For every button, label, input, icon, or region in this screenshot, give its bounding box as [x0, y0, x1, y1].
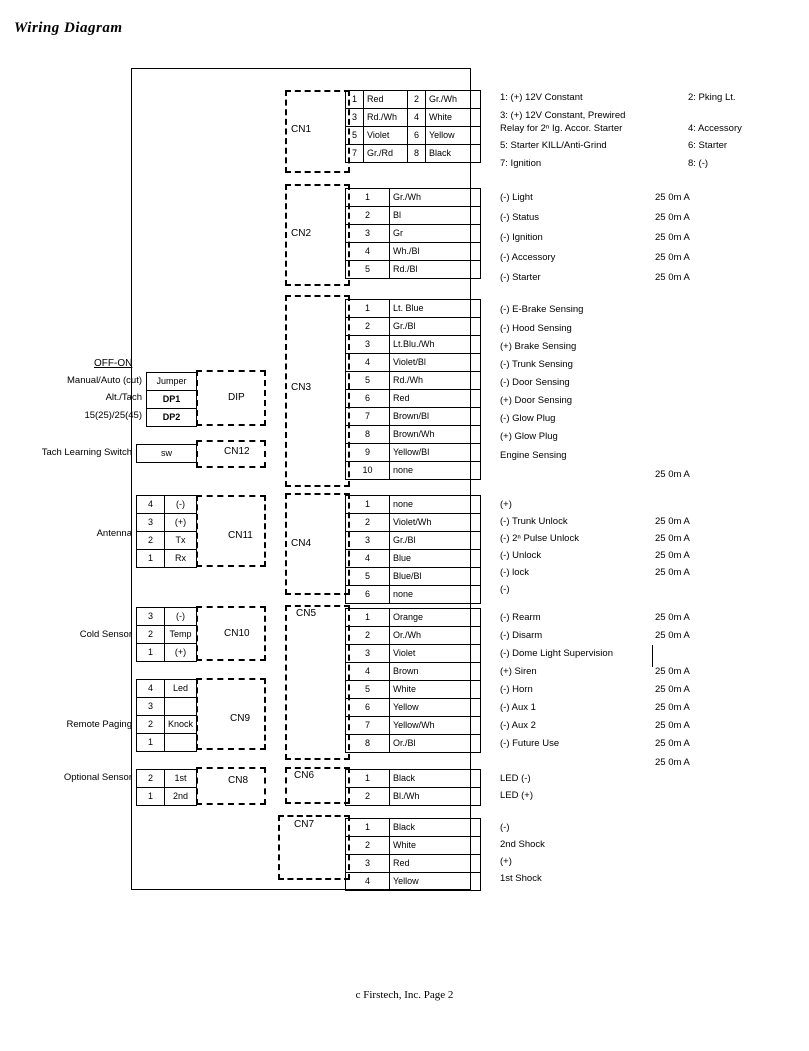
- cn4-function-1: (+): [500, 499, 512, 510]
- pin-wire: Gr./Wh: [426, 91, 481, 109]
- pin-number: 7: [346, 717, 390, 735]
- pin-number: 10: [346, 462, 390, 480]
- pin-wire: White: [426, 109, 481, 127]
- table-row: [346, 189, 481, 207]
- cn6-pin-table: [345, 769, 481, 806]
- pin-number: 4: [346, 354, 390, 372]
- cn2-function-1: (-) Light: [500, 192, 533, 203]
- cn4-function-4: (-) Unlock: [500, 550, 542, 561]
- pin-number: 3: [137, 608, 165, 626]
- cn5-function-3: (-) Dome Light Supervision: [500, 648, 613, 659]
- cn5-amp-8: 25 0m A: [655, 738, 690, 749]
- pin-number: 4: [137, 496, 165, 514]
- page-title: Wiring Diagram: [14, 20, 123, 36]
- dip-row-label-alt-tach: Alt./Tach: [105, 392, 142, 403]
- antenna-label: Antenna: [96, 528, 132, 539]
- pin-desc: Knock: [165, 716, 197, 734]
- pin-wire: Yellow/Bl: [390, 444, 481, 462]
- pin-wire: Red: [390, 855, 481, 873]
- pin-number: 7: [346, 145, 364, 163]
- pin-number: 8: [346, 426, 390, 444]
- pin-wire: Red: [364, 91, 408, 109]
- cn9-label: CN9: [230, 713, 251, 724]
- table-row: [346, 91, 481, 109]
- cn12-label: CN12: [224, 446, 250, 457]
- table-row: [346, 426, 481, 444]
- pin-number: 1: [346, 770, 390, 788]
- pin-desc: (-): [165, 496, 197, 514]
- cn7-function-4: 1st Shock: [500, 873, 542, 884]
- pin-wire: White: [390, 837, 481, 855]
- cn2-amp-4: 25 0m A: [655, 252, 690, 263]
- cn10-label: CN10: [224, 628, 250, 639]
- pin-wire: Yellow/Wh: [390, 717, 481, 735]
- table-row: [346, 627, 481, 645]
- pin-desc: Temp: [165, 626, 197, 644]
- tach-switch-cell[interactable]: sw: [137, 445, 197, 463]
- dip-box-label: DIP: [228, 392, 245, 403]
- pin-number: 5: [346, 127, 364, 145]
- pin-number: 5: [346, 568, 390, 586]
- dip-table: [146, 372, 197, 427]
- pin-desc: Tx: [165, 532, 197, 550]
- cn3-pin-table: [345, 299, 481, 480]
- cn1-function-6: 6: Starter: [688, 140, 728, 151]
- pin-number: 1: [346, 609, 390, 627]
- cn4-function-2: (-) Trunk Unlock: [500, 516, 568, 527]
- cn8-label: CN8: [228, 775, 249, 786]
- table-row: [137, 608, 197, 626]
- cn3-function-1: (-) E-Brake Sensing: [500, 304, 584, 315]
- table-row: [346, 645, 481, 663]
- pin-wire: Or./Wh: [390, 627, 481, 645]
- pin-number: 2: [346, 318, 390, 336]
- pin-number: 1: [346, 300, 390, 318]
- table-row: [137, 496, 197, 514]
- table-row: [346, 855, 481, 873]
- pin-number: 3: [346, 225, 390, 243]
- pin-number: 1: [346, 189, 390, 207]
- table-row: [137, 550, 197, 568]
- table-row: [346, 586, 481, 604]
- table-row: [137, 716, 197, 734]
- cn5-amp-4: 25 0m A: [655, 666, 690, 677]
- cn4-amp-3: 25 0m A: [655, 533, 690, 544]
- pin-wire: Black: [426, 145, 481, 163]
- pin-number: 4: [346, 243, 390, 261]
- cn5-label: CN5: [296, 608, 317, 619]
- table-row: [137, 698, 197, 716]
- pin-number: 2: [346, 514, 390, 532]
- pin-desc: (+): [165, 644, 197, 662]
- table-row: [346, 699, 481, 717]
- tach-learning-switch-table: [136, 444, 197, 463]
- pin-number: 1: [346, 819, 390, 837]
- pin-wire: none: [390, 462, 481, 480]
- pin-number: 4: [137, 680, 165, 698]
- table-row: [346, 496, 481, 514]
- pin-number: 2: [408, 91, 426, 109]
- table-row: [147, 373, 197, 391]
- pin-number: 2: [137, 626, 165, 644]
- pin-desc: 1st: [165, 770, 197, 788]
- cn1-function-3: 3: (+) 12V Constant, Prewired: [500, 110, 626, 121]
- cn5-amp-5: 25 0m A: [655, 684, 690, 695]
- pin-wire: Yellow: [390, 699, 481, 717]
- table-row: [346, 300, 481, 318]
- pin-wire: Brown/Bl: [390, 408, 481, 426]
- cn2-label: CN2: [291, 228, 312, 239]
- pin-wire: Gr./Bl: [390, 318, 481, 336]
- table-row: [346, 145, 481, 163]
- cn3-amp-10: 25 0m A: [655, 469, 690, 480]
- pin-number: 5: [346, 681, 390, 699]
- pin-wire: Rd./Wh: [364, 109, 408, 127]
- pin-desc: Rx: [165, 550, 197, 568]
- table-row: [137, 514, 197, 532]
- pin-number: 7: [346, 408, 390, 426]
- table-row: [147, 391, 197, 409]
- pin-number: 3: [137, 514, 165, 532]
- cn2-amp-2: 25 0m A: [655, 212, 690, 223]
- pin-number: 4: [346, 873, 390, 891]
- cn4-amp-4: 25 0m A: [655, 550, 690, 561]
- tach-learning-switch-label: Tach Learning Switch: [41, 447, 132, 458]
- table-row: [346, 681, 481, 699]
- pin-number: 3: [346, 645, 390, 663]
- pin-number: 1: [346, 496, 390, 514]
- pin-number: 6: [346, 586, 390, 604]
- cn2-function-2: (-) Status: [500, 212, 540, 223]
- pin-number: 5: [346, 261, 390, 279]
- table-row: [137, 734, 197, 752]
- table-row: [346, 770, 481, 788]
- cn2-pin-table: [345, 188, 481, 279]
- pin-wire: Violet/Bl: [390, 354, 481, 372]
- pin-number: 8: [346, 735, 390, 753]
- pin-wire: Violet/Wh: [390, 514, 481, 532]
- cn5-amp-bracket: [652, 645, 653, 667]
- table-row: [346, 372, 481, 390]
- pin-wire: Lt.Blu./Wh: [390, 336, 481, 354]
- cn1-function-1: 1: (+) 12V Constant: [500, 92, 583, 103]
- cn7-pin-table: [345, 818, 481, 891]
- cn6-function-2: LED (+): [500, 790, 533, 801]
- pin-wire: Black: [390, 819, 481, 837]
- pin-number: 1: [346, 91, 364, 109]
- table-row: [137, 770, 197, 788]
- cold-sensor-label: Cold Sensor: [79, 629, 132, 640]
- pin-wire: Brown: [390, 663, 481, 681]
- table-row: [346, 873, 481, 891]
- table-row: [346, 408, 481, 426]
- cn3-function-3: (+) Brake Sensing: [500, 341, 577, 352]
- pin-wire: Gr./Rd: [364, 145, 408, 163]
- cn1-pin-table: [345, 90, 481, 163]
- cn5-function-4: (+) Siren: [500, 666, 537, 677]
- pin-number: 1: [137, 550, 165, 568]
- pin-number: 2: [346, 837, 390, 855]
- cn1-function-2: 2: Pking Lt.: [688, 92, 736, 103]
- table-row: [346, 717, 481, 735]
- pin-number: 2: [346, 788, 390, 806]
- pin-wire: Gr./Bl: [390, 532, 481, 550]
- pin-wire: Bl: [390, 207, 481, 225]
- cn3-function-6: (+) Door Sensing: [500, 395, 573, 406]
- table-row: [346, 568, 481, 586]
- cn5-amp-6: 25 0m A: [655, 702, 690, 713]
- cn2-function-3: (-) Ignition: [500, 232, 543, 243]
- dip2-cell: DP2: [147, 409, 197, 427]
- cn4-amp-2: 25 0m A: [655, 516, 690, 527]
- pin-desc: Led: [165, 680, 197, 698]
- table-row: [137, 445, 197, 463]
- pin-number: 2: [346, 207, 390, 225]
- pin-number: 4: [408, 109, 426, 127]
- cn1-function-8: 8: (-): [688, 158, 709, 169]
- pin-number: 9: [346, 444, 390, 462]
- pin-wire: Orange: [390, 609, 481, 627]
- table-row: [137, 680, 197, 698]
- table-row: [346, 243, 481, 261]
- table-row: [346, 225, 481, 243]
- table-row: [346, 261, 481, 279]
- cn2-amp-5: 25 0m A: [655, 272, 690, 283]
- pin-number: 2: [137, 770, 165, 788]
- table-row: [346, 336, 481, 354]
- dip-jumper-cell: Jumper: [147, 373, 197, 391]
- table-row: [346, 532, 481, 550]
- pin-number: 2: [137, 532, 165, 550]
- pin-wire: Blue: [390, 550, 481, 568]
- pin-wire: Black: [390, 770, 481, 788]
- cn3-function-5: (-) Door Sensing: [500, 377, 570, 388]
- pin-number: 1: [137, 644, 165, 662]
- cn5-dashed-box: [285, 605, 350, 760]
- pin-number: 2: [346, 627, 390, 645]
- dip-row-label-15-25: 15(25)/25(45): [84, 410, 142, 421]
- pin-number: 3: [346, 855, 390, 873]
- cn3-label: CN3: [291, 382, 312, 393]
- pin-number: 1: [137, 734, 165, 752]
- cn8-dashed-box: [196, 767, 266, 805]
- cold-sensor-table: [136, 607, 197, 662]
- pin-wire: none: [390, 586, 481, 604]
- pin-wire: Lt. Blue: [390, 300, 481, 318]
- cn5-amp-1: 25 0m A: [655, 612, 690, 623]
- pin-wire: Yellow: [426, 127, 481, 145]
- pin-wire: Violet: [390, 645, 481, 663]
- dip1-cell: DP1: [147, 391, 197, 409]
- cn5-function-2: (-) Disarm: [500, 630, 543, 641]
- table-row: [346, 788, 481, 806]
- cn7-function-3: (+): [500, 856, 512, 867]
- cn5-amp-9: 25 0m A: [655, 757, 690, 768]
- table-row: [346, 207, 481, 225]
- cn5-amp-2: 25 0m A: [655, 630, 690, 641]
- remote-paging-label: Remote Paging: [66, 719, 132, 730]
- table-row: [346, 837, 481, 855]
- pin-wire: Or./Bl: [390, 735, 481, 753]
- cn3-function-7: (-) Glow Plug: [500, 413, 556, 424]
- pin-number: 4: [346, 550, 390, 568]
- table-row: [346, 127, 481, 145]
- table-row: [346, 354, 481, 372]
- table-row: [346, 735, 481, 753]
- table-row: [346, 462, 481, 480]
- pin-number: 4: [346, 663, 390, 681]
- cn4-label: CN4: [291, 538, 312, 549]
- pin-wire: White: [390, 681, 481, 699]
- pin-wire: Violet: [364, 127, 408, 145]
- cn1-label: CN1: [291, 124, 312, 135]
- table-row: [137, 532, 197, 550]
- cn3-function-4: (-) Trunk Sensing: [500, 359, 573, 370]
- pin-number: 3: [137, 698, 165, 716]
- cn1-function-5: 5: Starter KILL/Anti-Grind: [500, 140, 607, 151]
- cn4-function-6: (-): [500, 584, 510, 595]
- table-row: [147, 409, 197, 427]
- cn6-function-1: LED (-): [500, 773, 531, 784]
- table-row: [346, 609, 481, 627]
- cn5-function-1: (-) Rearm: [500, 612, 541, 623]
- pin-number: 6: [346, 390, 390, 408]
- page-footer: c Firstech, Inc. Page 2: [355, 989, 454, 1001]
- table-row: [346, 390, 481, 408]
- table-row: [346, 550, 481, 568]
- pin-desc: (+): [165, 514, 197, 532]
- cn2-amp-3: 25 0m A: [655, 232, 690, 243]
- pin-wire: Gr: [390, 225, 481, 243]
- pin-desc: 2nd: [165, 788, 197, 806]
- table-row: [137, 626, 197, 644]
- cn2-function-5: (-) Starter: [500, 272, 541, 283]
- optional-sensor-table: [136, 769, 197, 806]
- pin-wire: Wh./Bl: [390, 243, 481, 261]
- table-row: [346, 819, 481, 837]
- cn4-amp-5: 25 0m A: [655, 567, 690, 578]
- cn3-function-8: (+) Glow Plug: [500, 431, 558, 442]
- cn7-label: CN7: [294, 819, 315, 830]
- cn2-function-4: (-) Accessory: [500, 252, 556, 263]
- pin-wire: Red: [390, 390, 481, 408]
- pin-wire: Bl./Wh: [390, 788, 481, 806]
- pin-number: 3: [346, 532, 390, 550]
- cn1-function-4: 4: Accessory: [688, 123, 742, 134]
- cn5-function-7: (-) Aux 2: [500, 720, 536, 731]
- table-row: [346, 444, 481, 462]
- cn1-function-3b: Relay for 2ⁿ Ig. Accor. Starter: [500, 123, 623, 134]
- pin-desc: [165, 698, 197, 716]
- cn1-function-7: 7: Ignition: [500, 158, 542, 169]
- dip-row-label-manual-auto: Manual/Auto (cut): [67, 375, 142, 386]
- table-row: [137, 788, 197, 806]
- optional-sensor-label: Optional Sensor: [63, 772, 132, 783]
- cn7-function-2: 2nd Shock: [500, 839, 545, 850]
- table-row: [346, 109, 481, 127]
- cn5-function-5: (-) Horn: [500, 684, 533, 695]
- pin-wire: Rd./Wh: [390, 372, 481, 390]
- table-row: [137, 644, 197, 662]
- remote-paging-table: [136, 679, 197, 752]
- table-row: [346, 663, 481, 681]
- pin-number: 6: [408, 127, 426, 145]
- cn5-function-8: (-) Future Use: [500, 738, 560, 749]
- pin-number: 2: [137, 716, 165, 734]
- table-row: [346, 318, 481, 336]
- cn4-function-5: (-) lock: [500, 567, 530, 578]
- cn5-function-6: (-) Aux 1: [500, 702, 536, 713]
- pin-wire: Yellow: [390, 873, 481, 891]
- cn6-label: CN6: [294, 770, 315, 781]
- pin-wire: Gr./Wh: [390, 189, 481, 207]
- pin-number: 8: [408, 145, 426, 163]
- pin-number: 1: [137, 788, 165, 806]
- pin-desc: (-): [165, 608, 197, 626]
- pin-number: 5: [346, 372, 390, 390]
- dip-header-label: OFF-ON: [94, 358, 133, 369]
- pin-desc: [165, 734, 197, 752]
- cn3-function-9: Engine Sensing: [500, 450, 567, 461]
- pin-wire: Rd./Bl: [390, 261, 481, 279]
- cn4-function-3: (-) 2ⁿ Pulse Unlock: [500, 533, 579, 544]
- cn7-function-1: (-): [500, 822, 510, 833]
- pin-number: 3: [346, 109, 364, 127]
- cn2-amp-1: 25 0m A: [655, 192, 690, 203]
- cn11-label: CN11: [228, 530, 253, 541]
- pin-wire: none: [390, 496, 481, 514]
- antenna-table: [136, 495, 197, 568]
- cn5-amp-7: 25 0m A: [655, 720, 690, 731]
- pin-number: 6: [346, 699, 390, 717]
- pin-wire: Blue/Bl: [390, 568, 481, 586]
- cn4-pin-table: [345, 495, 481, 604]
- pin-number: 3: [346, 336, 390, 354]
- pin-wire: Brown/Wh: [390, 426, 481, 444]
- table-row: [346, 514, 481, 532]
- cn3-function-2: (-) Hood Sensing: [500, 323, 572, 334]
- cn5-pin-table: [345, 608, 481, 753]
